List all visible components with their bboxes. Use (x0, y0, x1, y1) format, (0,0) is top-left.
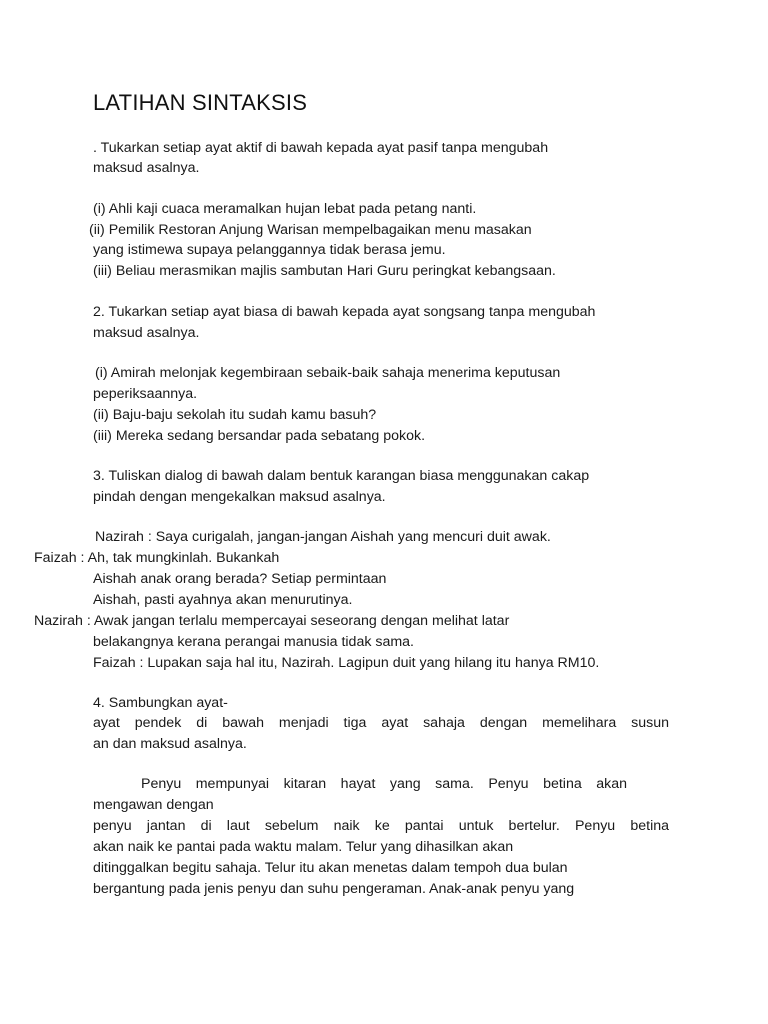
q2-item-i-line-1: (i) Amirah melonjak kegembiraan sebaik-baik sahaja menerima keputusan (95, 365, 561, 381)
q3-dialog-line-3: Aishah anak orang berada? Setiap permintaan (93, 571, 387, 587)
q3-dialog-line-2: Faizah : Ah, tak mungkinlah. Bukankah (34, 550, 280, 566)
q1-item-iii: (iii) Beliau merasmikan majlis sambutan Hari Guru peringkat kebangsaan. (93, 263, 556, 279)
page-title: LATIHAN SINTAKSIS (93, 90, 308, 115)
q3-dialog-line-6: belakangnya kerana perangai manusia tidak sama. (93, 634, 414, 650)
q4-paragraph-line-1: Penyu mempunyai kitaran hayat yang sama. Penyu betina akan (141, 776, 627, 792)
q1-item-ii-line-1: (ii) Pemilik Restoran Anjung Warisan mempelbagaikan menu masakan (89, 222, 532, 238)
q3-dialog-line-5: Nazirah : Awak jangan terlalu mempercayai seseorang dengan melihat latar (34, 613, 510, 629)
q4-paragraph-line-2: mengawan dengan (93, 797, 214, 813)
q2-item-iii: (iii) Mereka sedang bersandar pada sebatang pokok. (93, 428, 426, 444)
q4-paragraph-line-3: penyu jantan di laut sebelum naik ke pantai untuk bertelur. Penyu betina (93, 818, 669, 834)
q3-instruction-line-2: pindah dengan mengekalkan maksud asalnya. (93, 489, 386, 505)
q4-instruction-line-3: an dan maksud asalnya. (93, 736, 247, 752)
q1-instruction-line-1: . Tukarkan setiap ayat aktif di bawah kepada ayat pasif tanpa mengubah (93, 140, 549, 156)
q3-dialog-line-4: Aishah, pasti ayahnya akan menurutinya. (93, 592, 353, 608)
q4-paragraph-line-5: ditinggalkan begitu sahaja. Telur itu akan menetas dalam tempoh dua bulan (93, 860, 568, 876)
q2-instruction-line-1: 2. Tukarkan setiap ayat biasa di bawah kepada ayat songsang tanpa mengubah (93, 304, 596, 320)
q1-item-i: (i) Ahli kaji cuaca meramalkan hujan lebat pada petang nanti. (93, 201, 477, 217)
q3-instruction-line-1: 3. Tuliskan dialog di bawah dalam bentuk karangan biasa menggunakan cakap (93, 468, 590, 484)
q2-item-ii: (ii) Baju-baju sekolah itu sudah kamu basuh? (93, 407, 377, 423)
q4-instruction-line-1: 4. Sambungkan ayat- (93, 695, 228, 711)
q4-paragraph-line-4: akan naik ke pantai pada waktu malam. Telur yang dihasilkan akan (93, 839, 514, 855)
q3-dialog-line-7: Faizah : Lupakan saja hal itu, Nazirah. Lagipun duit yang hilang itu hanya RM10. (93, 655, 600, 671)
q3-dialog-line-1: Nazirah : Saya curigalah, jangan-jangan Aishah yang mencuri duit awak. (95, 529, 551, 545)
q1-instruction-line-2: maksud asalnya. (93, 160, 200, 176)
q4-instruction-line-2: ayat pendek di bawah menjadi tiga ayat sahaja dengan memelihara susun (93, 715, 669, 731)
q1-item-ii-line-2: yang istimewa supaya pelanggannya tidak berasa jemu. (93, 242, 446, 258)
q2-instruction-line-2: maksud asalnya. (93, 325, 200, 341)
q4-paragraph-line-6: bergantung pada jenis penyu dan suhu pengeraman. Anak-anak penyu yang (93, 881, 575, 897)
q2-item-i-line-2: peperiksaannya. (93, 386, 198, 402)
